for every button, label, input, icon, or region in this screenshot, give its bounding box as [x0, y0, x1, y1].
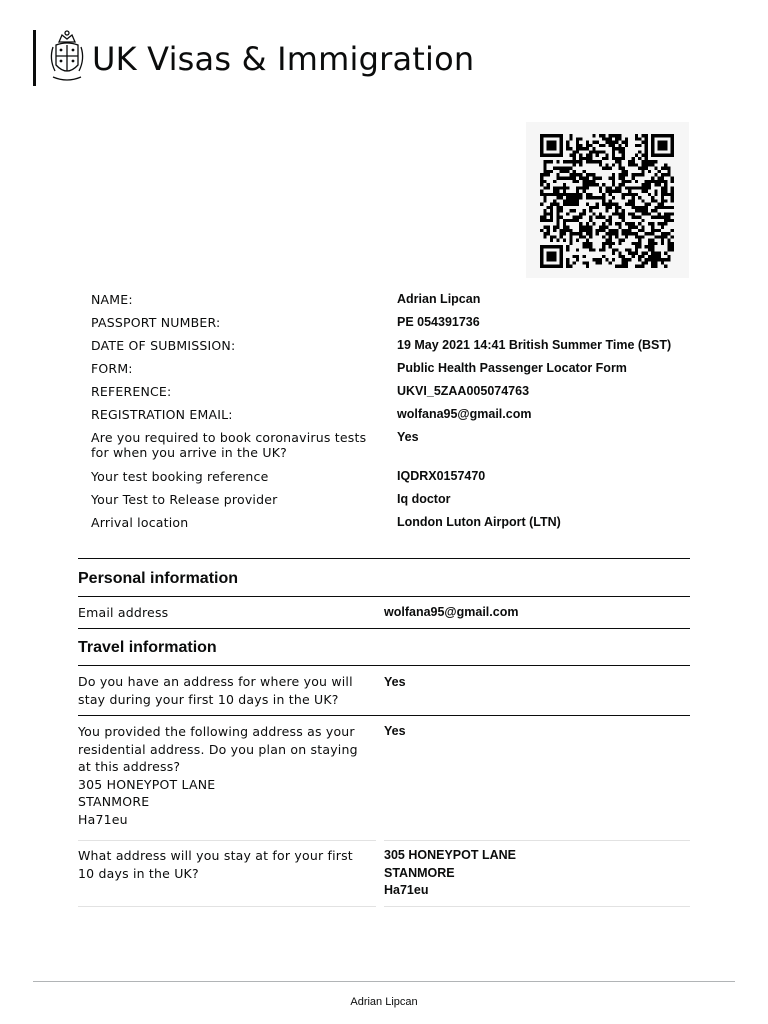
residential-address-question	[78, 723, 373, 828]
row-divider	[78, 906, 376, 907]
summary-label: Are you required to book coronavirus tests for when you arrive in the UK?	[91, 430, 367, 460]
summary-value: Public Health Passenger Locator Form	[397, 361, 627, 375]
section-divider	[78, 558, 690, 559]
address-postcode: Ha71eu	[78, 811, 128, 827]
address-available-question: Do you have an address for where you will stay during your first 10 days in the UK?	[78, 674, 353, 707]
stay-address-postcode: Ha71eu	[384, 883, 429, 897]
summary-value: Yes	[397, 430, 419, 444]
email-address-label: Email address	[78, 605, 169, 620]
summary-value: Adrian Lipcan	[397, 292, 481, 306]
travel-information-heading: Travel information	[78, 639, 217, 656]
brand-bar	[33, 30, 36, 86]
row-divider	[384, 840, 690, 841]
personal-information-heading: Personal information	[78, 570, 239, 587]
summary-label: Your test booking reference	[91, 469, 269, 484]
summary-value: UKVI_5ZAA005074763	[397, 384, 530, 398]
email-address-value: wolfana95@gmail.com	[384, 605, 519, 619]
summary-value: 19 May 2021 14:41 British Summer Time (BST)	[397, 338, 672, 352]
section-divider	[78, 715, 690, 716]
stay-address-question: What address will you stay at for your first 10 days in the UK?	[78, 848, 353, 881]
row-divider	[78, 840, 376, 841]
summary-label: PASSPORT NUMBER:	[91, 315, 221, 330]
section-divider	[78, 628, 690, 629]
summary-label: REFERENCE:	[91, 384, 172, 399]
stay-address-line-1: 305 HONEYPOT LANE	[384, 848, 516, 862]
residential-address-question-text: You provided the following address as your residential address. Do you plan on staying at this address?	[78, 724, 358, 774]
stay-address-line-2: STANMORE	[384, 865, 455, 880]
summary-label: Your Test to Release provider	[91, 492, 278, 507]
section-divider	[78, 596, 690, 597]
summary-label: FORM:	[91, 361, 133, 376]
address-line-1: 305 HONEYPOT LANE	[78, 776, 216, 792]
summary-value: wolfana95@gmail.com	[397, 407, 532, 421]
residential-address-answer: Yes	[384, 724, 406, 738]
summary-label: Arrival location	[91, 515, 189, 530]
address-line-2: STANMORE	[78, 794, 150, 809]
footer-divider	[33, 981, 735, 982]
summary-value: IQDRX0157470	[397, 469, 486, 483]
address-available-answer: Yes	[384, 675, 406, 689]
brand-title: UK Visas & Immigration	[92, 40, 475, 78]
summary-value: London Luton Airport (LTN)	[397, 515, 561, 529]
summary-label: NAME:	[91, 292, 133, 307]
summary-label: REGISTRATION EMAIL:	[91, 407, 233, 422]
row-divider	[384, 906, 690, 907]
summary-value: PE 054391736	[397, 315, 480, 329]
footer-name: Adrian Lipcan	[350, 996, 418, 1008]
section-divider	[78, 665, 690, 666]
stay-address-answer	[384, 847, 516, 900]
summary-label: DATE OF SUBMISSION:	[91, 338, 236, 353]
qr-code-icon	[537, 134, 677, 268]
summary-value: Iq doctor	[397, 492, 451, 506]
royal-coat-of-arms-icon	[47, 29, 87, 87]
